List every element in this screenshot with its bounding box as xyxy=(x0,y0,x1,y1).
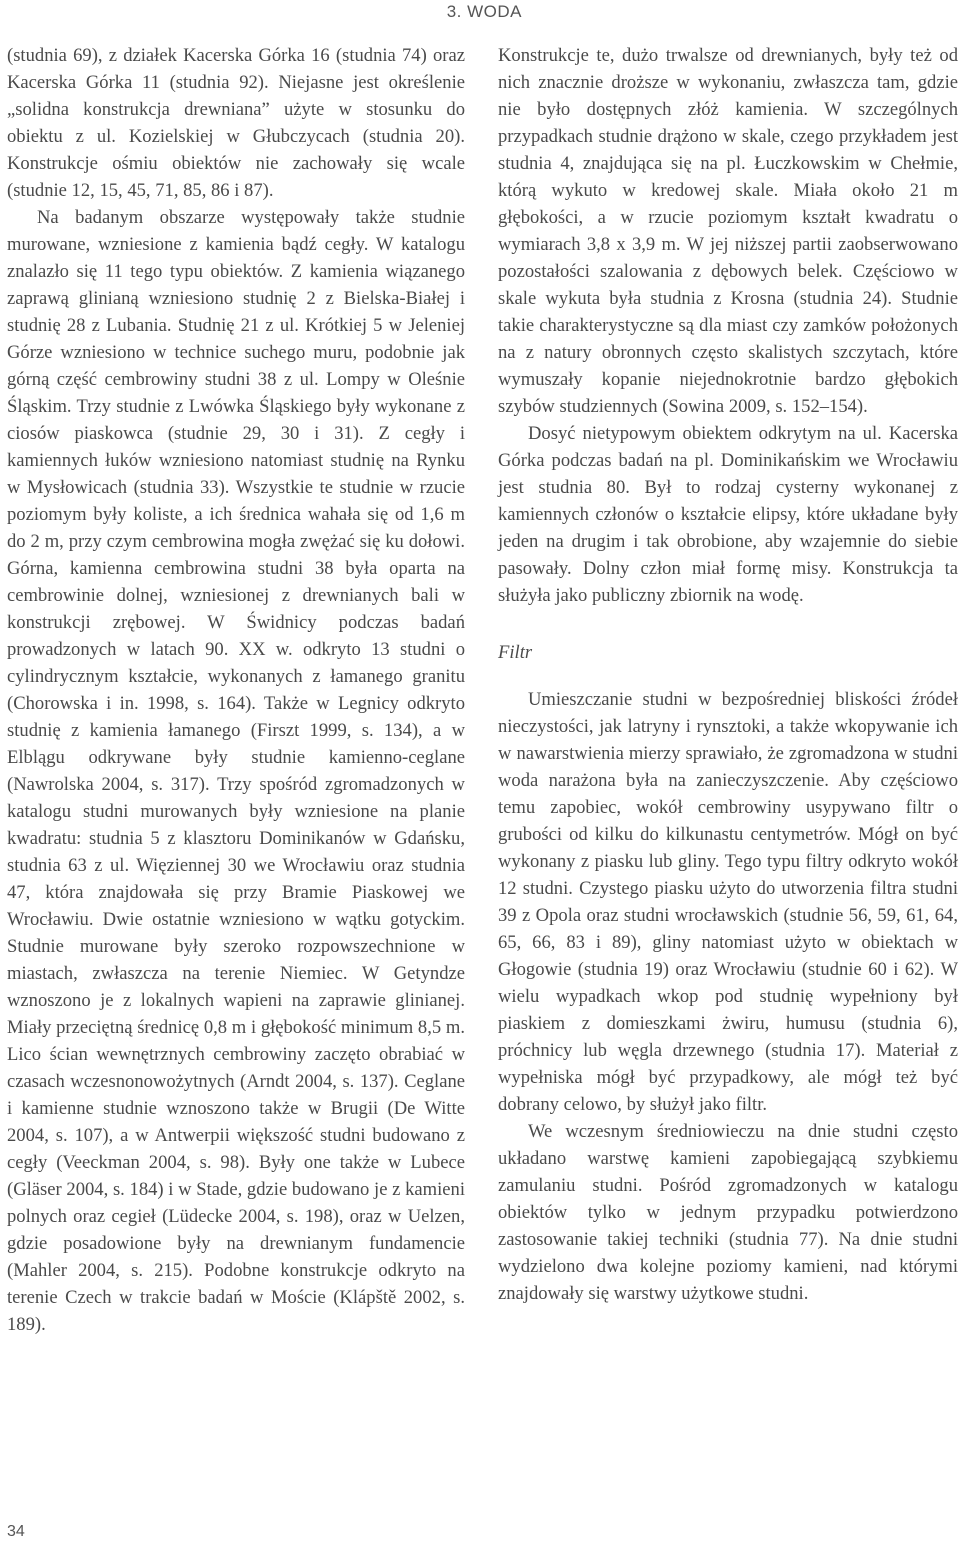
paragraph: Dosyć nietypowym obiektem odkrytym na ul. Kacerska Górka podczas badań na pl. Dominikańskim we Wrocławiu jest studnia 80. Był to rodzaj cysterny wykonanej z kamiennych członów o kształcie elipsy, które układane były jeden na drugim i tak obrobione, aby wzajemnie do siebie pasowały. Dolny człon miał formę misy. Konstrukcja ta służyła jako publiczny zbiornik na wodę. xyxy=(498,423,958,606)
running-head: 3. WODA xyxy=(446,2,522,21)
paragraph: Konstrukcje te, dużo trwalsze od drewnianych, były też od nich znacznie droższe w wykonaniu, zwłaszcza tam, gdzie nie było dostępnych złóż kamienia. W szczególnych przypadkach studnie drążono w skale, czego przykładem jest studnia 4, znajdująca się na pl. Łuczkowskim w Chełmie, którą wykuto w kredowej skale. Miała około 21 m głębokości, a w rzucie poziomym kształt kwadratu o wymiarach 3,8 x 3,9 m. W jej niższej partii zaobserwowano pozostałości szalowania z dębowych belek. Częściowo w skale wykuta była studnia z Krosna (studnia 24). Studnie takie charakterystyczne są dla miast czy zamków położonych na z natury obronnych często skalistych szczytach, które wymuszały kopanie niejednokrotnie bardzo głębokich szybów studziennych (Sowina 2009, s. 152–154). xyxy=(498,45,958,417)
left-column xyxy=(7,42,465,1338)
right-column xyxy=(498,42,958,1307)
paragraph: Na badanym obszarze występowały także studnie murowane, wzniesione z kamienia bądź cegły. W katalogu znalazło się 11 tego typu obiektów. Z kamienia wiązanego zaprawą glinianą wzniesiono studnię 2 z Bielska-Białej i studnię 28 z Lubania. Studnię 21 z ul. Krótkiej 5 w Jeleniej Górze wzniesiono w technice suchego muru, podobnie jak górną część cembrowiny studni 38 z ul. Lompy w Oleśnie Śląskim. Trzy studnie z Lwówka Śląskiego były wykonane z ciosów piaskowca (studnie 29, 30 i 31). Z cegły i kamiennych łuków wzniesiono natomiast studnię na Rynku w Mysłowicach (studnia 33). Wszystkie te studnie w rzucie poziomym były koliste, a ich średnica wahała się od 1,6 m do 2 m, przy czym cembrowina mogła zwężać się ku dołowi. Górna, kamienna cembrowina studni 38 była oparta na cembrowinie dolnej, wzniesionej z drewnianych bali w konstrukcji zrębowej. W Świdnicy podczas badań prowadzonych w latach 90. XX w. odkryto 13 studni o cylindrycznym kształcie, wykonanych z łamanego granitu (Chorowska i in. 1998, s. 164). Także w Legnicy odkryto studnię z kamienia łamanego (Firszt 1999, s. 134), a w Elblągu odkrywane były studnie kamienno-ceglane (Nawrolska 2004, s. 317). Trzy spośród zgromadzonych w katalogu studni murowanych były wzniesione na planie kwadratu: studnia 5 z klasztoru Dominikanów w Gdańsku, studnia 63 z ul. Więziennej 30 we Wrocławiu oraz studnia 47, która znajdowała się przy Bramie Piaskowej we Wrocławiu. Dwie ostatnie wzniesiono w wątku gotyckim. Studnie murowane były szeroko rozpowszechnione w miastach, zwłaszcza na terenie Niemiec. W Getyndze wznoszono je z lokalnych wapieni na zaprawie glinianej. Miały przeciętną średnicę 0,8 m i głębokość minimum 8,5 m. Lico ścian wewnętrznych cembrowiny zaczęto obrabiać w czasach wczesnonowożytnych (Arndt 2004, s. 137). Ceglane i kamienne studnie wznoszono także w Brugii (De Witte 2004, s. 107), a w Antwerpii większość studni budowano z cegły (Veeckman 2004, s. 98). Były one także w Lubece (Gläser 2004, s. 184) i w Stade, gdzie budowano je z kamieni polnych oraz cegieł (Lüdecke 2004, s. 198), oraz w Uelzen, gdzie posadowione były na drewnianym fundamencie (Mahler 2004, s. 215). Podobne konstrukcje odkryto na terenie Czech w trakcie badań w Moście (Klápště 2002, s. 189). xyxy=(7,207,465,1335)
page-number: 34 xyxy=(7,1523,25,1540)
paragraph: (studnia 69), z działek Kacerska Górka 16 (studnia 74) oraz Kacerska Górka 11 (studnia 92). Niejasne jest określenie „solidna konstrukcja drewniana” użyte w stosunku do obiektu z ul. Kozielskiej w Głubczycach (studnia 20). Konstrukcje ośmiu obiektów nie zachowały się wcale (studnie 12, 15, 45, 71, 85, 86 i 87). xyxy=(7,45,465,201)
paragraph: We wczesnym średniowieczu na dnie studni często układano warstwę kamieni zapobiegającą szybkiemu zamulaniu studni. Pośród zgromadzonych w katalogu obiektów tylko w jednym przypadku potwierdzono zastosowanie takiej techniki (studnia 77). Na dnie studni wydzielono dwa kolejne poziomy kamieni, nad którymi znajdowały się warstwy użytkowe studni. xyxy=(498,1121,958,1304)
paragraph: Umieszczanie studni w bezpośredniej bliskości źródeł nieczystości, jak latryny i rynsztoki, a także wkopywanie ich w nawarstwienia mierzy sprawiało, że zgromadzona w studni woda narażona była na zanieczyszczenie. Aby częściowo temu zapobiec, wokół cembrowiny usypywano filtr o grubości od kilku do kilkunastu centymetrów. Mógł on być wykonany z piasku lub gliny. Tego typu filtry odkryto wokół 12 studni. Czystego piasku użyto do utworzenia filtra studni 39 z Opola oraz studni wrocławskich (studnie 56, 59, 61, 64, 65, 66, 83 i 89), gliny natomiast użyto w obiektach w Głogowie (studnia 19) oraz Wrocławiu (studnie 60 i 62). W wielu wypadkach wkop pod studnię wypełniony był piaskiem z domieszkami żwiru, humusu (studnia 6), próchnicy lub węgla drzewnego (studnia 17). Materiał z wypełniska mógł być przypadkowy, ale mógł też być dobrany celowo, by służył jako filtr. xyxy=(498,689,958,1115)
section-subheading: Filtr xyxy=(498,642,533,663)
